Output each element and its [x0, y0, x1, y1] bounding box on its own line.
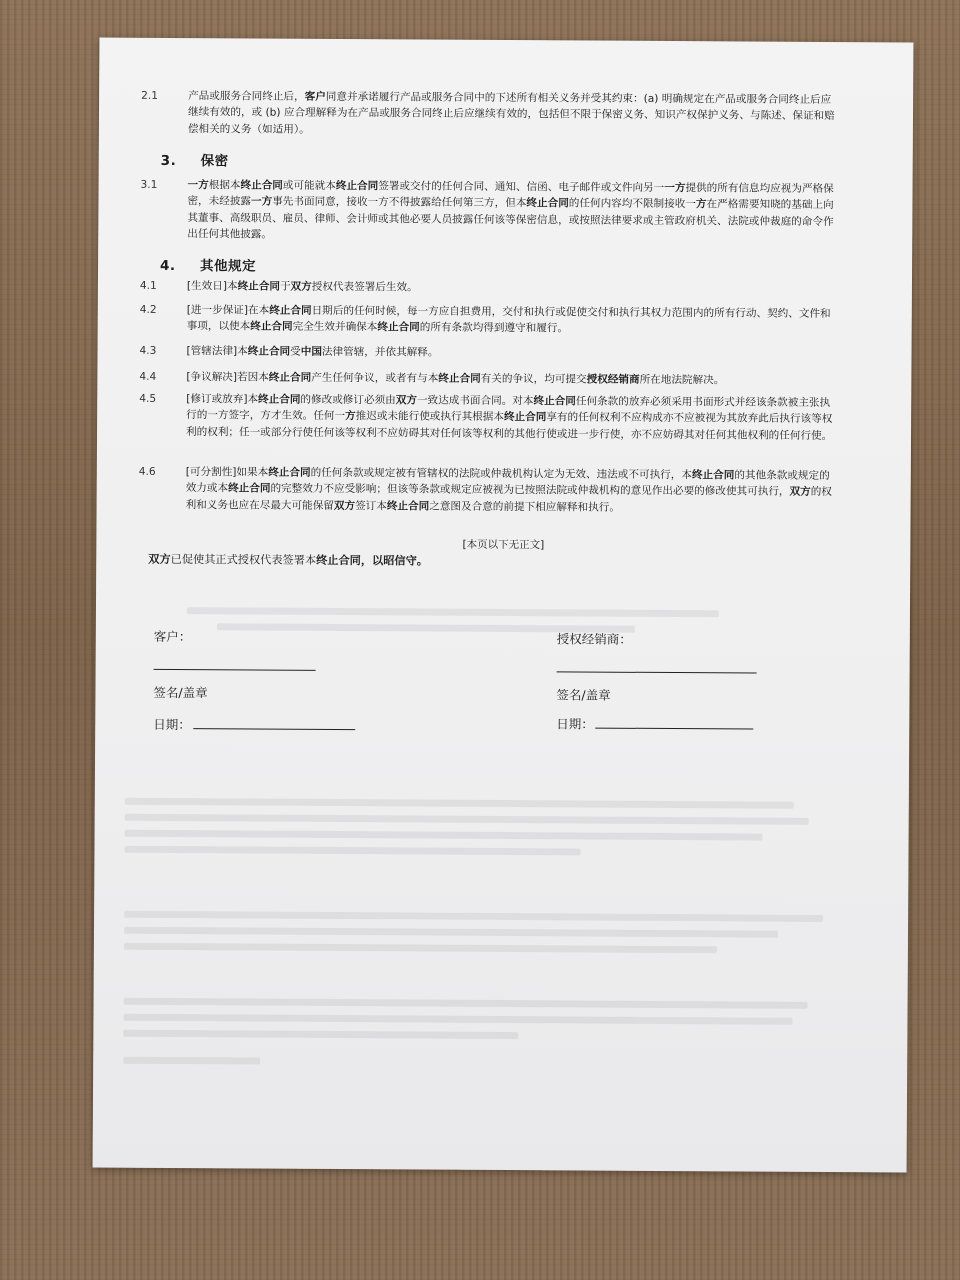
customer-sign-seal-label: 签名/盖章	[153, 684, 208, 701]
clause-number: 4.4	[139, 370, 157, 383]
clause-text: [争议解决]若因本终止合同产生任何争议，或者有与本终止合同有关的争议，均可提交授权经销商所在地法院解决。	[186, 371, 725, 387]
clause-4-6	[139, 464, 839, 517]
clause-number: 4.2	[139, 303, 157, 316]
clause-text: 产品或服务合同终止后，客户同意并承诺履行产品或服务合同中的下述所有相关义务并受其约束：(a) 明确规定在产品或服务合同终止后应继续有效的，或 (b) 应合理解释为在产品或服务合同终止后应继续有效的，包括但不限于保密义务、知识产权保护义务、与陈述、保证和赔偿相关的义务（如适用）。	[187, 90, 835, 136]
clause-4-4	[139, 369, 839, 390]
dealer-label: 授权经销商：	[556, 631, 632, 647]
clause-text: 一方根据本终止合同或可能就本终止合同签署或交付的任何合同、通知、信函、电子邮件或文件向另一一方提供的所有信息均应视为严格保密，未经披露一方事先书面同意，接收一方不得披露给任何第三方，但本终止合同的任何内容均不限制接收一方在严格需要知晓的基础上向其董事、高级职员、雇员、律师、会计师或其他必要人员披露任何该等保密信息，或按照法律要求或主管政府机关、法院或仲裁庭的命令作出任何其他披露。	[187, 179, 834, 241]
customer-date-label: 日期：	[153, 716, 191, 733]
clause-4-5	[139, 391, 839, 444]
clause-text: [进一步保证]在本终止合同日期后的任何时候，每一方应自担费用，交付和执行或促使交付和执行其权力范围内的所有行动、契约、文件和事项，以使本终止合同完全生效并确保本终止合同的所有条款均得到遵守和履行。	[186, 304, 831, 335]
section-heading-other-provisions: 4. 其他规定	[160, 257, 257, 275]
dealer-date-line[interactable]	[595, 728, 753, 730]
clause-text: [可分割性]如果本终止合同的任何条款或规定被有管辖权的法院或仲裁机构认定为无效、违法或不可执行，本终止合同的其他条款或规定的效力或本终止合同的完整效力不应受影响；但该等条款或规定应被视为已按照法院或仲裁机构的意见作出必要的修改使其可执行，双方的权利和义务也应在尽最大可能保留双方签订本终止合同之意图及合意的前提下相应解释和执行。	[185, 466, 832, 514]
clause-number: 3.1	[140, 178, 158, 191]
clause-number: 2.1	[141, 89, 158, 102]
clause-number: 4.3	[139, 344, 157, 357]
witness-statement: 双方已促使其正式授权代表签署本终止合同，以昭信守。	[148, 552, 429, 568]
customer-date-line[interactable]	[193, 728, 355, 730]
dealer-signature-line[interactable]	[557, 671, 757, 673]
customer-signature-line[interactable]	[154, 669, 316, 671]
customer-label: 客户：	[153, 628, 192, 645]
dealer-date-label: 日期：	[556, 716, 594, 732]
clause-4-3	[139, 343, 839, 364]
section-heading-confidentiality: 3. 保密	[160, 152, 229, 170]
end-of-text-note: [本页以下无正文]	[462, 538, 545, 552]
clause-2-1	[141, 88, 841, 141]
clause-text: [管辖法律]本终止合同受中国法律管辖，并依其解释。	[186, 345, 439, 359]
bleed-through-shadow	[123, 598, 886, 1123]
clause-3-1	[140, 177, 840, 247]
dealer-sign-seal-label: 签名/盖章	[556, 687, 611, 703]
clause-text: [修订或放弃]本终止合同的修改或修订必须由双方一致达成书面合同。对本终止合同任何条款的放弃必须采用书面形式并经该条款被主张执行的一方签字，方才生效。任何一方推迟或未能行使或执行其根据本终止合同享有的任何权利不应构成亦不应被视为其放弃此后执行该等权利的权利；任一或部分行使任何该等权利不应妨碍其对任何该等权利的其他行使或进一步行使，亦不应妨碍其对任何其他权利的任何行使。	[186, 393, 833, 442]
clause-4-2	[140, 302, 840, 339]
clause-number: 4.1	[139, 279, 157, 292]
clause-text: [生效日]本终止合同于双方授权代表签署后生效。	[186, 280, 418, 294]
document-page	[93, 38, 914, 1173]
clause-number: 4.5	[139, 392, 157, 405]
clause-number: 4.6	[138, 465, 156, 478]
clause-4-1	[140, 278, 840, 299]
